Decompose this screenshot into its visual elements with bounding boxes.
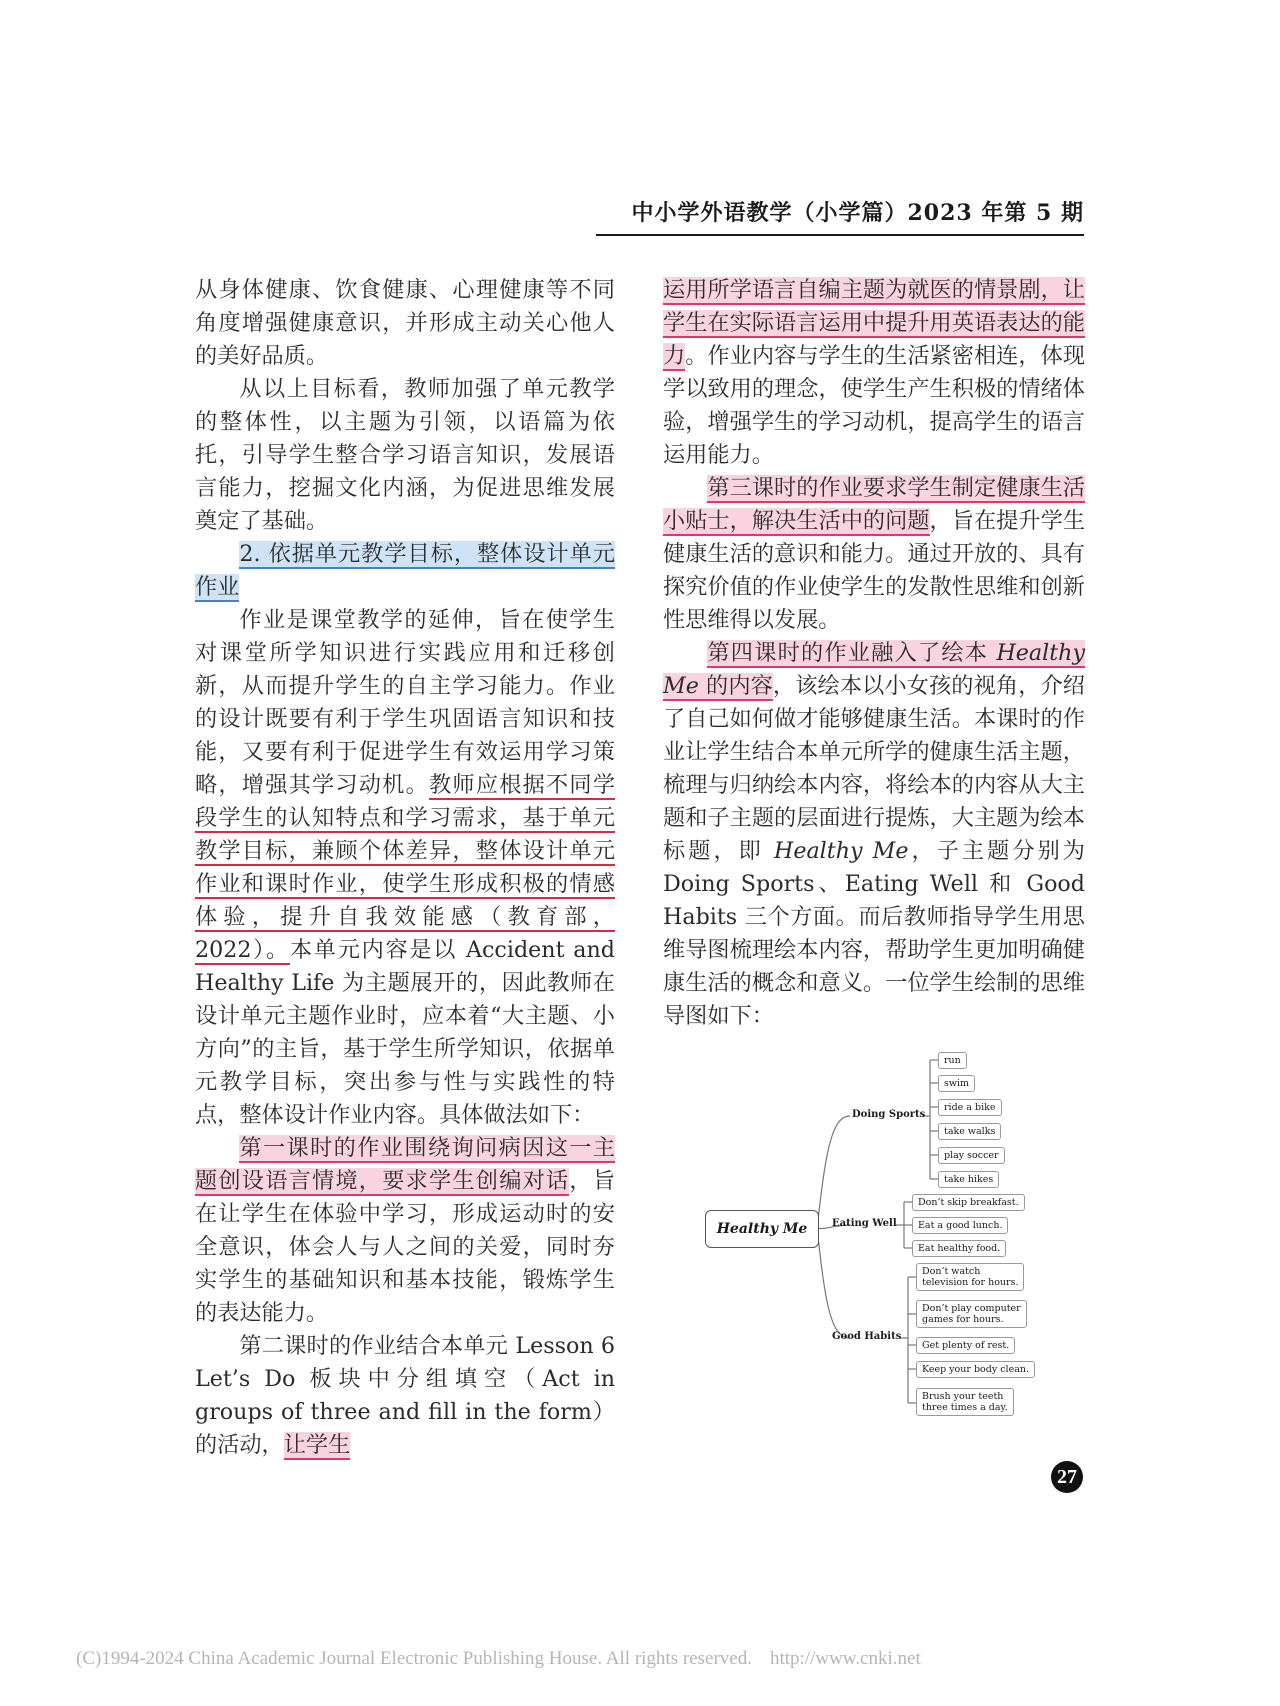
page-number: 27 <box>1051 1461 1083 1493</box>
paragraph: 第四课时的作业融入了绘本 Healthy Me 的内容，该绘本以小女孩的视角，介绍了自己如何做才能够健康生活。本课时的作业让学生结合本单元所学的健康生活主题，梳理与归纳绘本内容，将绘本的内容从大主题和子主题的层面进行提炼，大主题为绘本标题，即 Healthy Me，子主题分别为 Doing Sports、Eating Well 和 Good Habits 三个方面。而后教师指导学生用思维导图梳理绘本内容，帮助学生更加明确健康生活的概念和意义。一位学生绘制的思维导图如下： <box>663 640 1085 1029</box>
mind-map-leaf: play soccer <box>938 1147 1005 1164</box>
mind-map-leaf: Don’t play computer games for hours. <box>916 1300 1027 1328</box>
mind-map-leaf: Don’t watch television for hours. <box>916 1263 1024 1291</box>
copyright-text: (C)1994-2024 China Academic Journal Electronic Publishing House. All rights reserved. <box>76 1648 752 1669</box>
mind-map-leaf: take walks <box>938 1123 1001 1140</box>
paragraph: 第一课时的作业围绕询问病因这一主题创设语言情境，要求学生创编对话，旨在让学生在体验中学习，形成运动时的安全意识，体会人与人之间的关爱，同时夯实学生的基础知识和基本技能，锻炼学生的表达能力。 <box>195 1135 616 1326</box>
left-column <box>195 274 615 1462</box>
mind-map-leaf: Eat healthy food. <box>912 1240 1006 1257</box>
journal-header: 中小学外语教学（小学篇）2023 年第 5 期 <box>596 196 1084 236</box>
pink-highlight: 第三课时的作业要求学生制定健康生活小贴士，解决生活中的问题 <box>663 475 1085 534</box>
red-underline: 教师应根据不同学段学生的认知特点和学习需求，基于单元教学目标，兼顾个体差异，整体设计单元作业和课时作业，使学生形成积极的情感体验，提升自我效能感（教育部，2022）。 <box>195 772 616 963</box>
mind-map-root: Healthy Me <box>705 1210 819 1248</box>
pink-highlight: 运用所学语言自编主题为就医的情景剧，让学生在实际语言运用中提升用英语表达的能力 <box>663 277 1085 369</box>
mind-map-leaf: swim <box>938 1075 975 1092</box>
mind-map-leaf: Eat a good lunch. <box>912 1217 1008 1234</box>
pink-highlight: 第一课时的作业围绕询问病因这一主题创设语言情境，要求学生创编对话 <box>195 1135 615 1194</box>
mind-map-leaf: take hikes <box>938 1171 999 1188</box>
paragraph: 第二课时的作业结合本单元 Lesson 6 Let’s Do 板块中分组填空（Act in groups of three and fill in the form）的活动，让学生 <box>195 1333 615 1458</box>
paragraph: 运用所学语言自编主题为就医的情景剧，让学生在实际语言运用中提升用英语表达的能力。作业内容与学生的生活紧密相连，体现学以致用的理念，使学生产生积极的情绪体验，增强学生的学习动机，提高学生的语言运用能力。 <box>663 277 1086 468</box>
paragraph: 从以上目标看，教师加强了单元教学的整体性，以主题为引领，以语篇为依托，引导学生整合学习语言知识，发展语言能力，挖掘文化内涵，为促进思维发展奠定了基础。 <box>195 376 615 534</box>
right-column <box>663 274 1085 1033</box>
footer <box>76 1648 1204 1670</box>
paragraph: 作业是课堂教学的延伸，旨在使学生对课堂所学知识进行实践应用和迁移创新，从而提升学生的自主学习能力。作业的设计既要有利于学生巩固语言知识和技能，又要有利于促进学生有效运用学习策略，增强其学习动机。教师应根据不同学段学生的认知特点和学习需求，基于单元教学目标，兼顾个体差异，整体设计单元作业和课时作业，使学生形成积极的情感体验，提升自我效能感（教育部，2022）。本单元内容是以 Accident and Healthy Life 为主题展开的，因此教师在设计单元主题作业时，应本着“大主题、小方向”的主旨，基于学生所学知识，依据单元教学目标，突出参与性与实践性的特点，整体设计作业内容。具体做法如下： <box>195 607 616 1128</box>
mind-map-leaf: Keep your body clean. <box>916 1361 1035 1378</box>
mind-map-leaf: ride a bike <box>938 1099 1002 1116</box>
mind-map-leaf: Brush your teeth three times a day. <box>916 1388 1014 1416</box>
mind-map-leaf: Don’t skip breakfast. <box>912 1194 1025 1211</box>
mind-map-leaf: run <box>938 1052 967 1069</box>
mind-map-leaf: Get plenty of rest. <box>916 1337 1015 1354</box>
paragraph: 从身体健康、饮食健康、心理健康等不同角度增强健康意识，并形成主动关心他人的美好品质。 <box>195 277 615 369</box>
paragraph: 第三课时的作业要求学生制定健康生活小贴士，解决生活中的问题，旨在提升学生健康生活的意识和能力。通过开放的、具有探究价值的作业使学生的发散性思维和创新性思维得以发展。 <box>663 475 1086 633</box>
mind-map-branch: Doing Sports <box>852 1109 926 1120</box>
pink-highlight: 让学生 <box>283 1432 351 1458</box>
footer-url: http://www.cnki.net <box>769 1648 921 1669</box>
mind-map-branch: Eating Well <box>832 1218 897 1229</box>
blue-highlight: 2. 依据单元教学目标，整体设计单元作业 <box>195 541 615 600</box>
mind-map-figure <box>700 1040 1050 1420</box>
section-heading <box>195 538 615 604</box>
mind-map-branch: Good Habits <box>832 1331 902 1342</box>
pink-highlight: 第四课时的作业融入了绘本 Healthy Me 的内容 <box>663 640 1085 699</box>
